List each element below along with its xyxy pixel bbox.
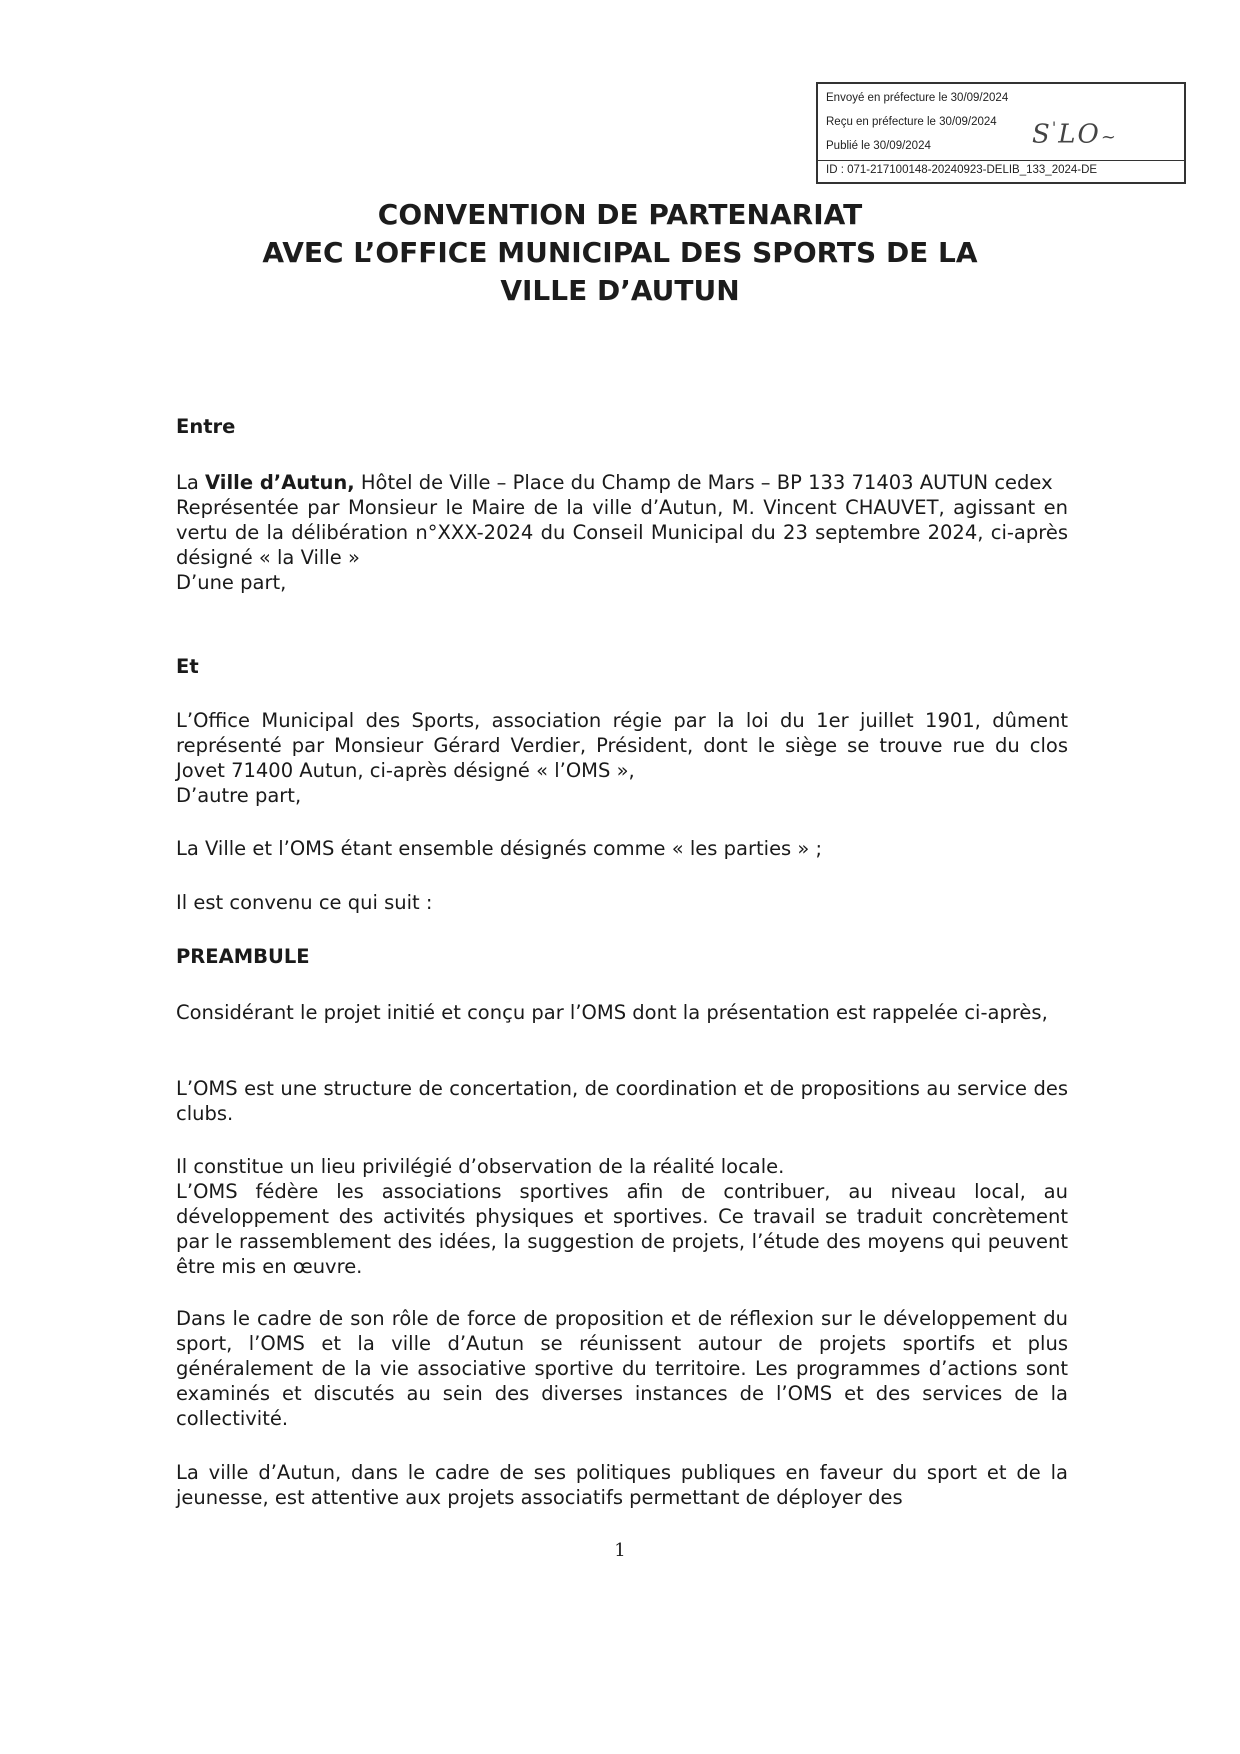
title-line-3: VILLE D’AUTUN [500, 274, 740, 307]
preambule-heading: PREAMBULE [176, 945, 310, 968]
preambule-paragraph-1: Considérant le projet initié et conçu par l’OMS dont la présentation est rappelée ci-après, [176, 1001, 1048, 1024]
ville-party [176, 470, 1068, 595]
page-number: 1 [614, 1540, 626, 1561]
oms-party [176, 708, 1068, 808]
stamp-signature: S'LO~ [1032, 118, 1118, 150]
preambule-paragraph-3 [176, 1154, 1068, 1279]
ville-prefix: La [176, 471, 206, 494]
entre-heading: Entre [176, 415, 236, 438]
preambule-paragraph-3b: L’OMS fédère les associations sportives afin de contribuer, au niveau local, au développement des activités physiques et sportives. Ce travail se traduit concrètement par le rassemblement des idées, la suggestion de projets, l’étude des moyens qui peuvent être mis en œuvre. [176, 1180, 1068, 1278]
stamp-received-date: Reçu en préfecture le 30/09/2024 [826, 116, 997, 128]
ville-representative: Représentée par Monsieur le Maire de la ville d’Autun, M. Vincent CHAUVET, agissant en vertu de la délibération n°XXX-2024 du Conseil Municipal du 23 septembre 2024, ci-après désigné « la Ville » [176, 496, 1068, 569]
title-line-2: AVEC L’OFFICE MUNICIPAL DES SPORTS DE LA [262, 236, 978, 269]
ville-name: Ville d’Autun, [205, 471, 355, 494]
preambule-paragraph-4: Dans le cadre de son rôle de force de proposition et de réflexion sur le développement du sport, l’OMS et la ville d’Autun se réunissent autour de projets sportifs et plus généralement de la vie associative sportive du territoire. Les programmes d’actions sont examinés et discutés au sein des diverses instances de l’OMS et des services de la collectivité. [176, 1307, 1068, 1430]
prefecture-stamp [816, 82, 1186, 184]
title-line-1: CONVENTION DE PARTENARIAT [377, 198, 863, 231]
convenu-statement: Il est convenu ce qui suit : [176, 891, 433, 914]
oms-description: L’Office Municipal des Sports, association régie par la loi du 1er juillet 1901, dûment représenté par Monsieur Gérard Verdier, Président, dont le siège se trouve rue du clos Jovet 71400 Autun, ci-après désigné « l’OMS », [176, 709, 1068, 782]
preambule-paragraph-3a: Il constitue un lieu privilégié d’observation de la réalité locale. [176, 1155, 785, 1178]
stamp-id: ID : 071-217100148-20240923-DELIB_133_2024-DE [826, 164, 1098, 176]
stamp-sent-date: Envoyé en préfecture le 30/09/2024 [826, 92, 1009, 104]
parties-statement: La Ville et l’OMS étant ensemble désignés comme « les parties » ; [176, 837, 823, 860]
ville-part: D’une part, [176, 571, 287, 594]
oms-part: D’autre part, [176, 784, 302, 807]
et-heading: Et [176, 655, 199, 678]
ville-address: Hôtel de Ville – Place du Champ de Mars – BP 133 71403 AUTUN cedex [354, 471, 1053, 494]
stamp-divider [818, 160, 1184, 161]
stamp-published-date: Publié le 30/09/2024 [826, 140, 931, 152]
preambule-paragraph-5: La ville d’Autun, dans le cadre de ses politiques publiques en faveur du sport et de la jeunesse, est attentive aux projets associatifs permettant de déployer des [176, 1461, 1068, 1509]
document-title [120, 196, 1120, 310]
preambule-paragraph-2: L’OMS est une structure de concertation, de coordination et de propositions au service des clubs. [176, 1077, 1068, 1125]
